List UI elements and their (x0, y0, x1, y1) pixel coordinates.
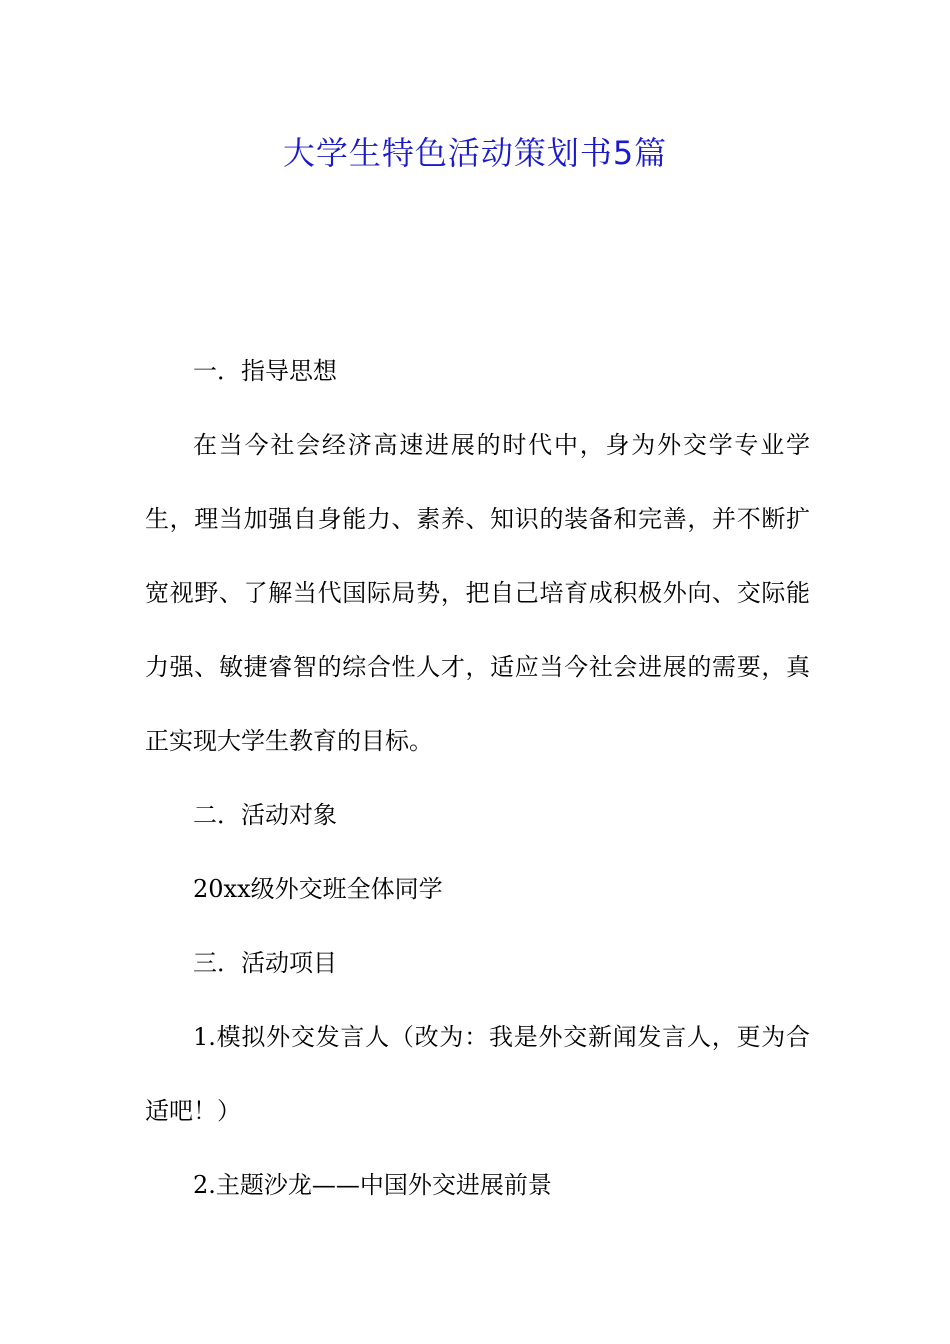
section-heading-guiding-thought: 一．指导思想 (193, 357, 337, 385)
list-item-activity-1: 1.模拟外交发言人（改为：我是外交新闻发言人，更为合适吧！） (145, 1023, 810, 1125)
document-title: 大学生特色活动策划书5篇 (282, 134, 668, 172)
paragraph-activity-target: 20xx级外交班全体同学 (193, 875, 443, 903)
section-heading-activity-items: 三．活动项目 (193, 949, 337, 977)
document-body (145, 334, 810, 1222)
paragraph-guiding-thought: 在当今社会经济高速进展的时代中，身为外交学专业学生，理当加强自身能力、素养、知识的装备和完善，并不断扩宽视野、了解当代国际局势，把自己培育成积极外向、交际能力强、敏捷睿智的综合性人才，适应当今社会进展的需要，真正实现大学生教育的目标。 (145, 431, 810, 755)
section-heading-activity-target: 二．活动对象 (193, 801, 337, 829)
list-item-activity-2: 2.主题沙龙——中国外交进展前景 (193, 1171, 552, 1199)
